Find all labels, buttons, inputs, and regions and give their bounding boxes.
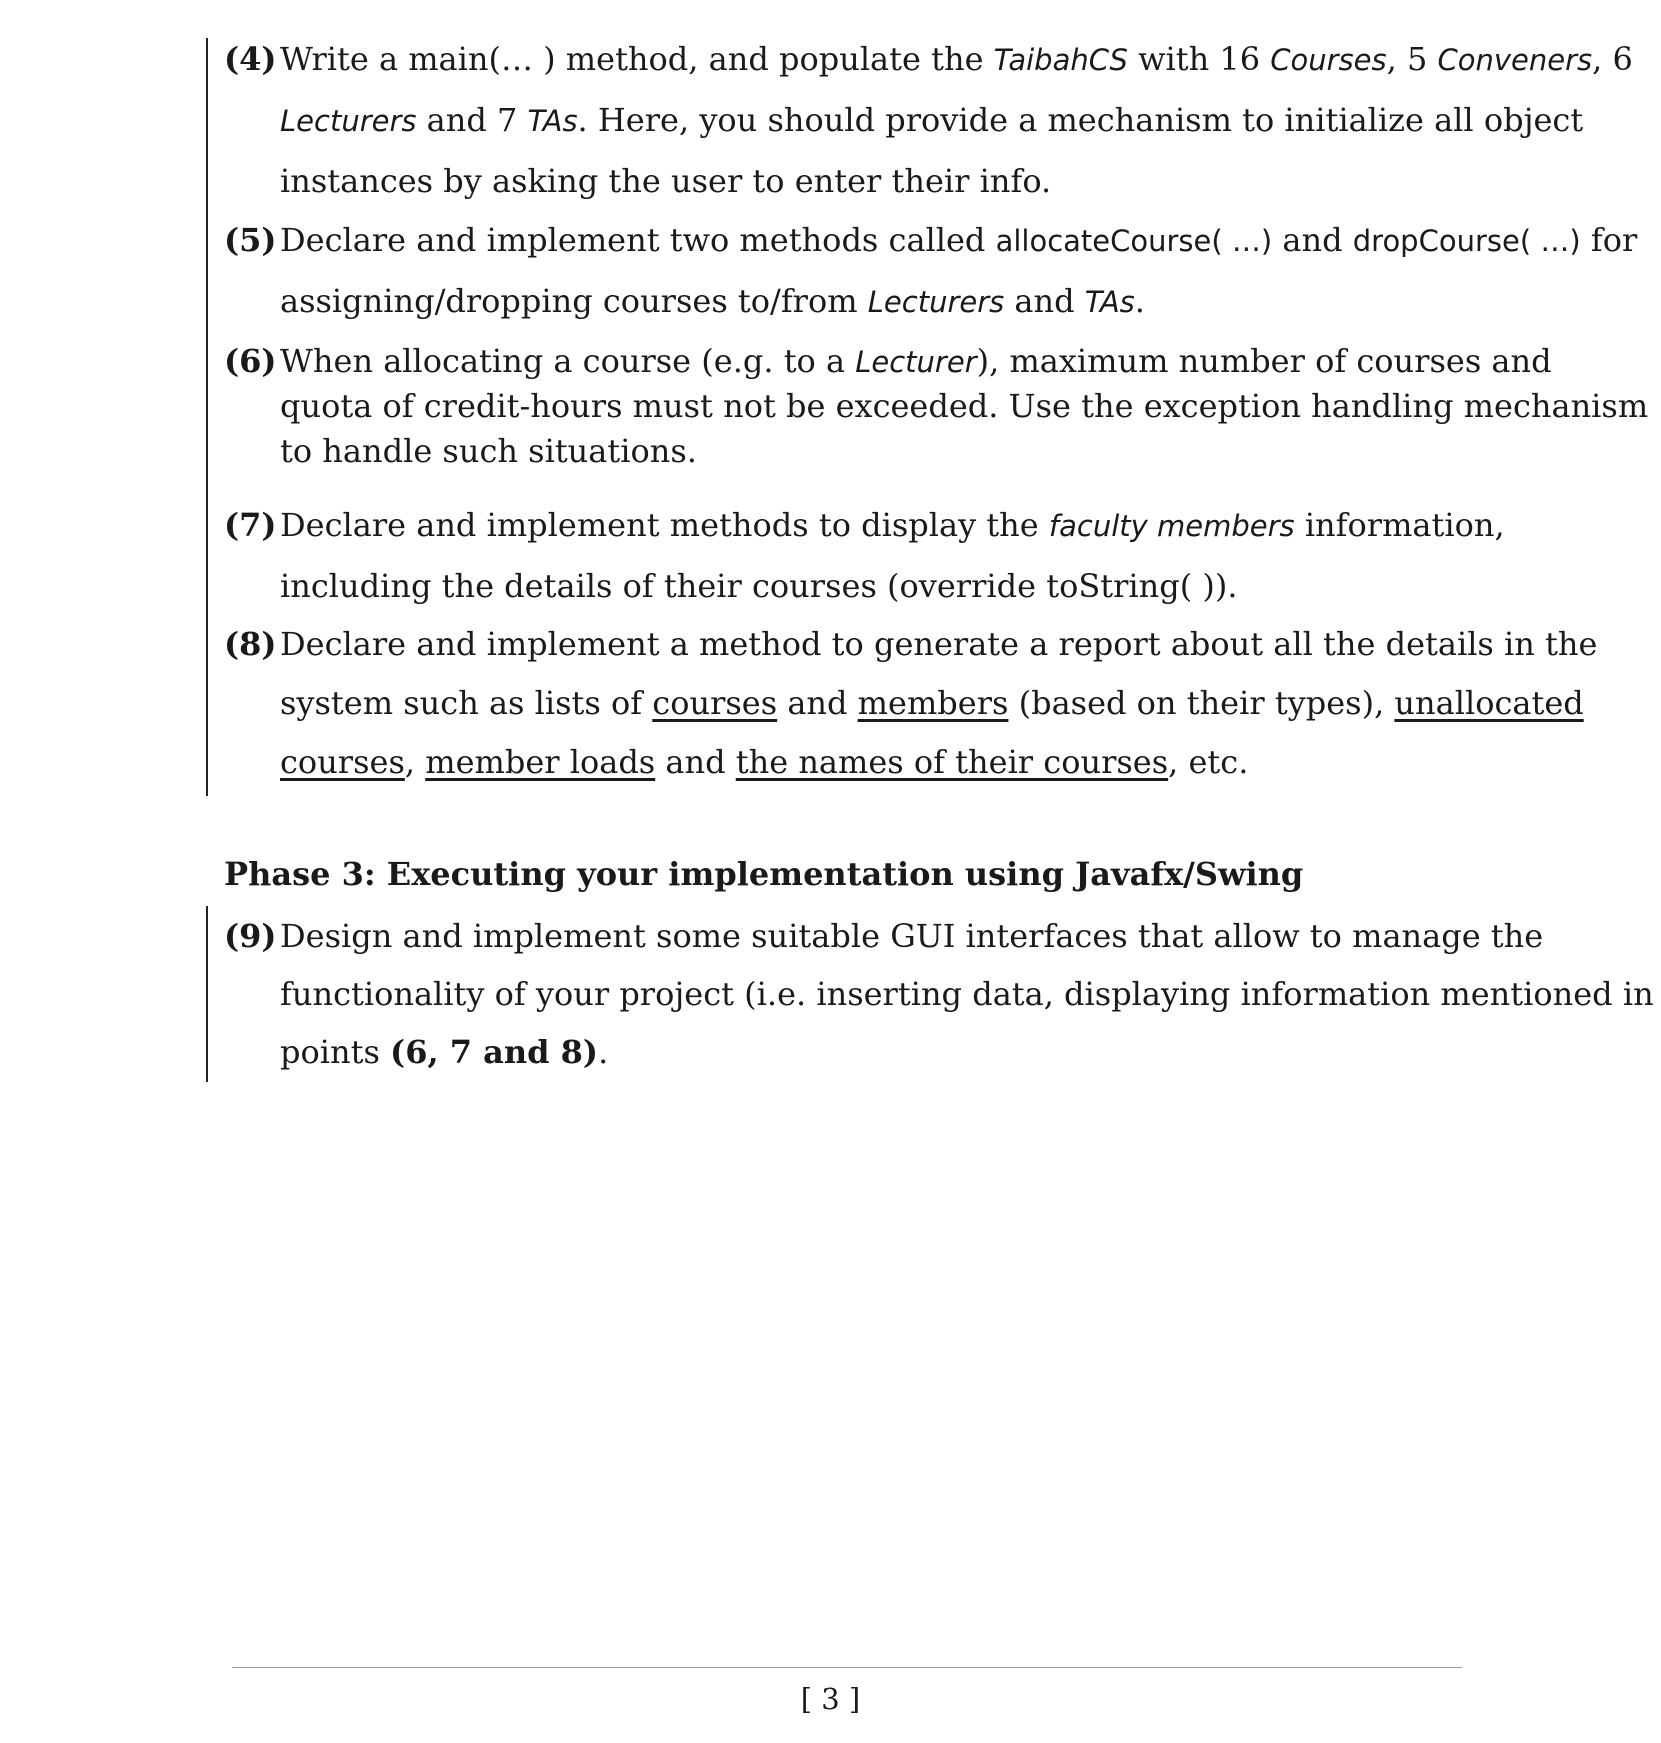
text-line: courses, member loads and the names of their courses, etc. [280,743,1249,781]
text-line: functionality of your project (i.e. inserting data, displaying information mentioned in [280,975,1654,1013]
list-item-7 [224,506,1505,616]
section-heading: Phase 3: Executing your implementation using Javafx/Swing [224,855,1304,893]
item-number: (5) [224,221,277,259]
item-number: (4) [224,40,277,78]
list-item-9 [224,917,1654,1087]
text-line: When allocating a course (e.g. to a Lecturer), maximum number of courses and [280,342,1552,380]
text-line: including the details of their courses (override toString( )). [280,567,1238,605]
item-number: (9) [224,917,277,955]
list-item-6 [224,342,1649,472]
item-number: (6) [224,342,277,380]
text-line: assigning/dropping courses to/from Lecturers and TAs. [280,282,1145,320]
page-number: [ 3 ] [800,1682,861,1716]
text-line: points (6, 7 and 8). [280,1033,609,1071]
text-line: Declare and implement two methods called allocateCourse( …) and dropCourse( …) for [280,221,1638,259]
revision-bar [206,906,208,1082]
text-line: Declare and implement a method to generate a report about all the details in the [280,625,1598,663]
list-item-8 [224,625,1598,795]
item-number: (7) [224,506,277,544]
text-line: quota of credit-hours must not be exceeded. Use the exception handling mechanism [280,387,1649,425]
revision-bar [206,38,208,796]
text-line: system such as lists of courses and members (based on their types), unallocated [280,684,1584,722]
text-line: Lecturers and 7 TAs. Here, you should provide a mechanism to initialize all object [280,101,1584,139]
list-item-4 [224,40,1633,210]
item-number: (8) [224,625,277,663]
text-line: instances by asking the user to enter their info. [280,162,1052,200]
footer-divider [232,1667,1462,1668]
text-line: Write a main(… ) method, and populate the TaibahCS with 16 Courses, 5 Conveners, 6 [280,40,1633,78]
list-item-5 [224,221,1638,331]
text-line: Design and implement some suitable GUI interfaces that allow to manage the [280,917,1544,955]
text-line: Declare and implement methods to display the faculty members information, [280,506,1505,544]
text-line: to handle such situations. [280,432,697,470]
